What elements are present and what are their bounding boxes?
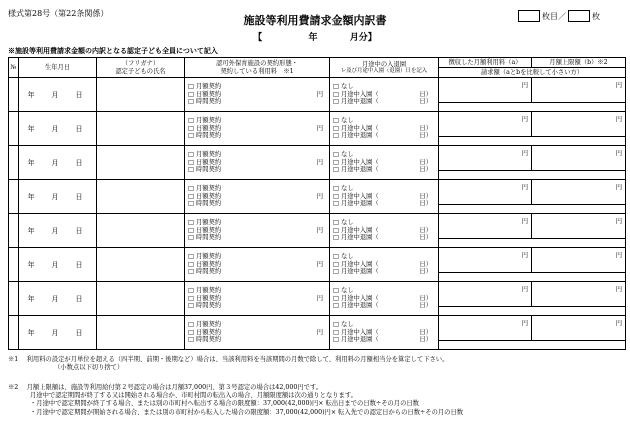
fee-a-cell[interactable]	[439, 78, 532, 103]
contract-hourly-checkbox[interactable]: □ 時間契約	[188, 336, 222, 344]
enroll-day-label: 日）	[419, 192, 432, 200]
contract-type-cell[interactable]	[185, 248, 330, 282]
enroll-day-label: 日）	[419, 226, 432, 234]
contract-monthly-checkbox[interactable]: □ 月額契約	[188, 286, 222, 294]
enroll-day-label: 日）	[419, 260, 432, 268]
dob-cell[interactable]: 年 月 日	[19, 180, 97, 214]
fee-a-cell[interactable]	[439, 316, 532, 341]
midmonth-cell[interactable]	[330, 248, 439, 282]
cap-b-cell[interactable]	[532, 316, 626, 341]
enroll-day-label: 日）	[419, 294, 432, 302]
contract-daily-checkbox[interactable]: □ 日額契約	[188, 192, 222, 200]
fee-a-cell[interactable]	[439, 146, 532, 171]
contract-hourly-checkbox[interactable]: □ 時間契約	[188, 268, 222, 276]
dob-cell[interactable]: 年 月 日	[19, 282, 97, 316]
midmonth-cell[interactable]	[330, 214, 439, 248]
midmonth-cell[interactable]	[330, 78, 439, 112]
header-midmonth-line1: 月途中の入退園	[361, 60, 407, 68]
footnote-2-line1: 月額上限額は、施設等利用給付第２号認定の場合は月額37,000円、第３号認定の場合は42,000円です。	[26, 384, 323, 391]
contract-monthly-checkbox[interactable]: □ 月額契約	[188, 218, 222, 226]
page-label: 枚目／	[542, 11, 566, 21]
period-year: 年	[308, 33, 318, 43]
midmonth-cell[interactable]	[330, 112, 439, 146]
footnote-1	[8, 356, 448, 372]
contract-hourly-checkbox[interactable]: □ 時間契約	[188, 166, 222, 174]
scope-note: ※施設等利用費請求金額の内訳となる認定子ども全員について記入	[8, 46, 218, 55]
table-row	[9, 78, 626, 103]
contract-monthly-checkbox[interactable]: □ 月額契約	[188, 116, 222, 124]
fee-a-yen: 円	[521, 320, 528, 327]
form-number: 様式第28号（第22条関係）	[8, 9, 109, 18]
contract-daily-checkbox[interactable]: □ 日額契約	[188, 260, 222, 268]
child-name-cell[interactable]	[97, 248, 185, 282]
billing-period	[0, 30, 630, 43]
contract-fee-yen: 円	[316, 294, 323, 302]
midmonth-cell[interactable]	[330, 282, 439, 316]
fee-a-cell[interactable]	[439, 248, 532, 273]
row-no-cell[interactable]	[9, 214, 19, 248]
midmonth-withdraw-checkbox[interactable]: □ 月途中退園（	[333, 302, 379, 310]
midmonth-enroll-checkbox[interactable]: □ 月途中入園（	[333, 124, 379, 132]
cap-b-yen: 円	[615, 184, 622, 191]
contract-fee-yen: 円	[316, 260, 323, 268]
midmonth-withdraw-checkbox[interactable]: □ 月途中退園（	[333, 268, 379, 276]
claim-breakdown-table	[8, 57, 626, 350]
table-row	[9, 248, 626, 273]
withdraw-day-label: 日）	[419, 98, 432, 106]
dob-cell[interactable]: 年 月 日	[19, 78, 97, 112]
contract-hourly-checkbox[interactable]: □ 時間契約	[188, 302, 222, 310]
cap-b-yen: 円	[615, 116, 622, 123]
contract-type-cell[interactable]	[185, 282, 330, 316]
claim-amount-cell[interactable]	[439, 103, 626, 112]
cap-b-cell[interactable]	[532, 282, 626, 307]
midmonth-cell[interactable]	[330, 146, 439, 180]
claim-amount-cell[interactable]	[439, 137, 626, 146]
contract-monthly-checkbox[interactable]: □ 月額契約	[188, 82, 222, 90]
fee-a-yen: 円	[521, 82, 528, 89]
midmonth-withdraw-checkbox[interactable]: □ 月途中退園（	[333, 336, 379, 344]
midmonth-withdraw-checkbox[interactable]: □ 月途中退園（	[333, 166, 379, 174]
contract-hourly-checkbox[interactable]: □ 時間契約	[188, 200, 222, 208]
cap-b-yen: 円	[615, 252, 622, 259]
cap-b-cell[interactable]	[532, 214, 626, 239]
withdraw-day-label: 日）	[419, 234, 432, 242]
contract-daily-checkbox[interactable]: □ 日額契約	[188, 328, 222, 336]
claim-amount-cell[interactable]	[439, 239, 626, 248]
midmonth-enroll-checkbox[interactable]: □ 月途中入園（	[333, 260, 379, 268]
row-no-cell[interactable]	[9, 248, 19, 282]
table-row	[9, 146, 626, 171]
contract-type-cell[interactable]	[185, 78, 330, 112]
enroll-day-label: 日）	[419, 124, 432, 132]
period-month: 月分】	[349, 33, 377, 43]
contract-fee-yen: 円	[316, 124, 323, 132]
header-dob: 生年月日	[19, 58, 97, 78]
dob-cell[interactable]: 年 月 日	[19, 214, 97, 248]
cap-b-yen: 円	[615, 320, 622, 327]
midmonth-none-checkbox[interactable]: □ なし	[333, 252, 354, 260]
withdraw-day-label: 日）	[419, 302, 432, 310]
contract-monthly-checkbox[interactable]: □ 月額契約	[188, 150, 222, 158]
enroll-day-label: 日）	[419, 328, 432, 336]
child-name-cell[interactable]	[97, 214, 185, 248]
table-row	[9, 214, 626, 239]
page-suffix: 枚	[592, 11, 600, 21]
midmonth-cell[interactable]	[330, 316, 439, 350]
page-title: 施設等利用費請求金額内訳書	[243, 14, 387, 27]
row-no-cell[interactable]	[9, 112, 19, 146]
claim-amount-cell[interactable]	[439, 341, 626, 350]
withdraw-day-label: 日）	[419, 336, 432, 344]
row-no-cell[interactable]	[9, 180, 19, 214]
header-midmonth	[330, 58, 439, 78]
midmonth-enroll-checkbox[interactable]: □ 月途中入園（	[333, 328, 379, 336]
enroll-day-label: 日）	[419, 158, 432, 166]
footnote-2-line2: 月途中で認定期間が終了する又は開始される場合か、市町村間の転出入の場合、月額限度額は次の通りとなります。	[30, 392, 357, 400]
dob-cell[interactable]: 年 月 日	[19, 316, 97, 350]
dob-cell[interactable]: 年 月 日	[19, 146, 97, 180]
row-no-cell[interactable]	[9, 146, 19, 180]
header-claim-amount: 請求額（aとbを比較して小さい方）	[439, 68, 626, 78]
row-no-cell[interactable]	[9, 282, 19, 316]
midmonth-none-checkbox[interactable]: □ なし	[333, 286, 354, 294]
midmonth-none-checkbox[interactable]: □ なし	[333, 82, 354, 90]
contract-daily-checkbox[interactable]: □ 日額契約	[188, 294, 222, 302]
header-contract	[185, 58, 330, 78]
period-open: 【	[253, 33, 263, 43]
child-name-cell[interactable]	[97, 282, 185, 316]
row-no-cell[interactable]	[9, 316, 19, 350]
header-contract-line2: 契約している利用料 ※1	[220, 67, 294, 75]
midmonth-withdraw-checkbox[interactable]: □ 月途中退園（	[333, 132, 379, 140]
midmonth-cell[interactable]	[330, 180, 439, 214]
footnote-1-mark: ※1	[8, 356, 19, 363]
fee-a-yen: 円	[521, 184, 528, 191]
withdraw-day-label: 日）	[419, 200, 432, 208]
midmonth-none-checkbox[interactable]: □ なし	[333, 116, 354, 124]
contract-type-cell[interactable]	[185, 146, 330, 180]
contract-fee-yen: 円	[316, 192, 323, 200]
cap-b-cell[interactable]	[532, 248, 626, 273]
contract-monthly-checkbox[interactable]: □ 月額契約	[188, 252, 222, 260]
header-child-name: 認定子どもの氏名	[115, 67, 166, 75]
contract-fee-yen: 円	[316, 158, 323, 166]
claim-amount-cell[interactable]	[439, 171, 626, 180]
midmonth-enroll-checkbox[interactable]: □ 月途中入園（	[333, 158, 379, 166]
contract-type-cell[interactable]	[185, 316, 330, 350]
fee-a-yen: 円	[521, 150, 528, 157]
cap-b-cell[interactable]	[532, 146, 626, 171]
contract-daily-checkbox[interactable]: □ 日額契約	[188, 158, 222, 166]
cap-b-cell[interactable]	[532, 180, 626, 205]
child-name-cell[interactable]	[97, 180, 185, 214]
claim-amount-cell[interactable]	[439, 273, 626, 282]
midmonth-none-checkbox[interactable]: □ なし	[333, 218, 354, 226]
contract-daily-checkbox[interactable]: □ 日額契約	[188, 124, 222, 132]
contract-type-cell[interactable]	[185, 214, 330, 248]
midmonth-enroll-checkbox[interactable]: □ 月途中入園（	[333, 90, 379, 98]
header-no: №	[9, 58, 19, 78]
child-name-cell[interactable]	[97, 112, 185, 146]
cap-b-yen: 円	[615, 82, 622, 89]
claim-amount-cell[interactable]	[439, 307, 626, 316]
midmonth-withdraw-checkbox[interactable]: □ 月途中退園（	[333, 234, 379, 242]
claim-amount-cell[interactable]	[439, 205, 626, 214]
enroll-day-label: 日）	[419, 90, 432, 98]
contract-fee-yen: 円	[316, 328, 323, 336]
midmonth-enroll-checkbox[interactable]: □ 月途中入園（	[333, 226, 379, 234]
contract-daily-checkbox[interactable]: □ 日額契約	[188, 226, 222, 234]
fee-a-yen: 円	[521, 218, 528, 225]
contract-monthly-checkbox[interactable]: □ 月額契約	[188, 320, 222, 328]
footnote-1-line1: 利用料の設定が月単位を超える（四半期、前期・後期など）場合は、当該利用料を当該期間の月数で除して、利用料の月額相当分を算定して下さい。	[26, 356, 449, 363]
table-row	[9, 112, 626, 137]
contract-hourly-checkbox[interactable]: □ 時間契約	[188, 132, 222, 140]
fee-a-yen: 円	[521, 252, 528, 259]
header-fee-a: 徴収した月額利用料（a）	[439, 58, 532, 68]
cap-b-yen: 円	[615, 286, 622, 293]
contract-monthly-checkbox[interactable]: □ 月額契約	[188, 184, 222, 192]
fee-a-cell[interactable]	[439, 282, 532, 307]
contract-hourly-checkbox[interactable]: □ 時間契約	[188, 98, 222, 106]
midmonth-none-checkbox[interactable]: □ なし	[333, 320, 354, 328]
child-name-cell[interactable]	[97, 146, 185, 180]
header-midmonth-line2: レ及び月途中入園（退園）日を記入	[340, 68, 428, 75]
row-no-cell[interactable]	[9, 78, 19, 112]
contract-daily-checkbox[interactable]: □ 日額契約	[188, 90, 222, 98]
dob-cell[interactable]: 年 月 日	[19, 112, 97, 146]
contract-type-cell[interactable]	[185, 180, 330, 214]
cap-b-cell[interactable]	[532, 78, 626, 103]
child-name-cell[interactable]	[97, 316, 185, 350]
dob-cell[interactable]: 年 月 日	[19, 248, 97, 282]
midmonth-none-checkbox[interactable]: □ なし	[333, 184, 354, 192]
table-row	[9, 316, 626, 341]
cap-b-yen: 円	[615, 218, 622, 225]
table-row	[9, 282, 626, 307]
table-row	[9, 180, 626, 205]
footnote-2-line4: ・月途中で認定期間が開始される場合、または別の市町村から転入した場合の限度額：37,000(42,000)円× 転入先での認定日からの日数÷その月の日数	[30, 408, 464, 416]
contract-fee-yen: 円	[316, 226, 323, 234]
midmonth-withdraw-checkbox[interactable]: □ 月途中退園（	[333, 98, 379, 106]
midmonth-none-checkbox[interactable]: □ なし	[333, 150, 354, 158]
fee-a-cell[interactable]	[439, 112, 532, 137]
fee-a-yen: 円	[521, 286, 528, 293]
footnote-2-mark: ※2	[8, 384, 19, 391]
withdraw-day-label: 日）	[419, 132, 432, 140]
header-contract-line1: 認可外保育施設の契約形態・	[216, 60, 298, 68]
header-cap-b: 月額上限額（b）※2	[532, 58, 626, 68]
fee-a-cell[interactable]	[439, 180, 532, 205]
fee-a-cell[interactable]	[439, 214, 532, 239]
withdraw-day-label: 日）	[419, 268, 432, 276]
footnote-2-line3: ・月途中で認定期間が終了する場合、または別の市町村へ転出する場合の限度額：37,000(42,000)円× 転出日までの日数÷その月の日数	[30, 400, 419, 408]
fee-a-yen: 円	[521, 116, 528, 123]
header-furigana: （フリガナ）	[121, 60, 160, 68]
header-name	[97, 58, 185, 78]
withdraw-day-label: 日）	[419, 166, 432, 174]
contract-hourly-checkbox[interactable]: □ 時間契約	[188, 234, 222, 242]
child-name-cell[interactable]	[97, 78, 185, 112]
cap-b-yen: 円	[615, 150, 622, 157]
midmonth-enroll-checkbox[interactable]: □ 月途中入園（	[333, 192, 379, 200]
footnote-2	[8, 384, 463, 417]
contract-type-cell[interactable]	[185, 112, 330, 146]
footnote-1-line2: （小数点以下切り捨て）	[54, 364, 124, 372]
midmonth-withdraw-checkbox[interactable]: □ 月途中退園（	[333, 200, 379, 208]
contract-fee-yen: 円	[316, 90, 323, 98]
cap-b-cell[interactable]	[532, 112, 626, 137]
midmonth-enroll-checkbox[interactable]: □ 月途中入園（	[333, 294, 379, 302]
